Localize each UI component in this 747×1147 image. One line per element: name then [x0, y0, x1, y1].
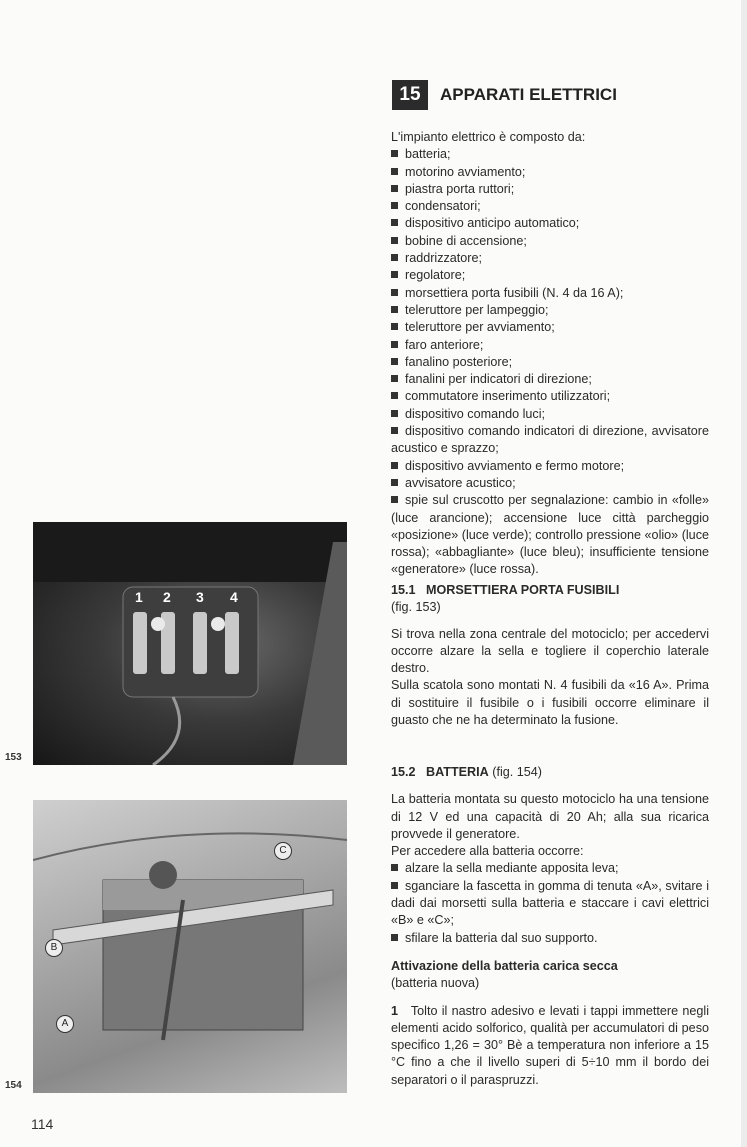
list-item-text: motorino avviamento; [405, 164, 526, 179]
list-item [391, 319, 709, 336]
page-edge [741, 0, 747, 1147]
list-item-text: condensatori; [405, 199, 481, 214]
bullet-square-icon [391, 358, 398, 365]
bullet-square-icon [391, 462, 398, 469]
activation-subheading: (batteria nuova) [391, 976, 480, 991]
list-item-text: alzare la sella mediante apposita leva; [405, 861, 619, 876]
list-item-text: raddrizzatore; [405, 251, 482, 266]
list-item-text: dispositivo comando luci; [405, 406, 546, 421]
bullet-square-icon [391, 427, 398, 434]
bullet-square-icon [391, 341, 398, 348]
list-item-text: sfilare la batteria dal suo supporto. [405, 930, 598, 945]
bullet-square-icon [391, 254, 398, 261]
list-item [391, 250, 709, 267]
figure-number: 153 [5, 752, 22, 763]
fuse-label: 1 [135, 589, 143, 605]
list-item-text: dispositivo comando indicatori di direzione, avvisatore acustico e sprazzo; [391, 424, 709, 456]
list-item-text: bobine di accensione; [405, 233, 527, 248]
list-item-text: dispositivo avviamento e fermo motore; [405, 458, 625, 473]
section-heading: 15.1 MORSETTIERA PORTA FUSIBILI [391, 583, 620, 597]
list-item-text: morsettiera porta fusibili (N. 4 da 16 A); [405, 285, 624, 300]
paragraph: Si trova nella zona centrale del motociclo; per accedervi occorre alzare la sella e togliere il coperchio laterale destro. [391, 626, 709, 676]
paragraph: Per accedere alla batteria occorre: [391, 844, 584, 859]
bullet-square-icon [391, 392, 398, 399]
chapter-number-box: 15 [392, 80, 428, 110]
callout-A: A [56, 1015, 74, 1033]
list-item [391, 930, 709, 947]
section-15-1 [391, 582, 709, 729]
activation-section [391, 958, 709, 1089]
paragraph: La batteria montata su questo motociclo ha una tensione di 12 V ed una capacità di 20 Ah; alla sua ricarica provvede il generatore. [391, 792, 709, 841]
fuse-box-illustration [33, 522, 347, 765]
bullet-square-icon [391, 934, 398, 941]
paragraph: Sulla scatola sono montati N. 4 fusibili da «16 A». Prima di sostituire il fusibile o i fusibili occorre eliminare il guasto che ne ha determinato la fusione. [391, 678, 709, 728]
list-item-text: commutatore inserimento utilizzatori; [405, 389, 611, 404]
battery-steps-list [391, 860, 709, 946]
list-item [391, 423, 709, 458]
callout-C: C [274, 842, 292, 860]
list-item [391, 458, 709, 475]
list-item [391, 878, 709, 930]
bullet-square-icon [391, 168, 398, 175]
list-item-text: teleruttore per avviamento; [405, 320, 555, 335]
list-item [391, 285, 709, 302]
bullet-square-icon [391, 882, 398, 889]
list-item-text: regolatore; [405, 268, 466, 283]
section-heading: 15.2 BATTERIA [391, 765, 489, 779]
list-item [391, 164, 709, 181]
fuse-label: 4 [230, 589, 238, 605]
list-item [391, 215, 709, 232]
list-item-text: piastra porta ruttori; [405, 181, 515, 196]
callout-B: B [45, 939, 63, 957]
list-item-text: batteria; [405, 147, 451, 162]
bullet-square-icon [391, 202, 398, 209]
list-item-text: fanalino posteriore; [405, 354, 513, 369]
bullet-square-icon [391, 185, 398, 192]
list-item [391, 492, 709, 578]
section-15-2 [391, 764, 709, 947]
bullet-square-icon [391, 289, 398, 296]
figure-ref: (fig. 154) [488, 765, 542, 779]
list-item-text: fanalini per indicatori di direzione; [405, 372, 592, 387]
list-item [391, 388, 709, 405]
bullet-square-icon [391, 323, 398, 330]
step-number: 1 [391, 1003, 399, 1018]
list-item [391, 302, 709, 319]
list-item [391, 198, 709, 215]
step-text: Tolto il nastro adesivo e levati i tappi immettere negli elementi acido solforico, qualità per accumulatori di peso specifico 1,26 = 30° Bè a temperatura non inferiore a 15 °C fino a che il livello superi di 5÷10 mm il bordo dei separatori o il paraspruzzi. [391, 1003, 710, 1087]
activation-heading: Attivazione della batteria carica secca [391, 959, 618, 973]
list-item-text: dispositivo anticipo automatico; [405, 216, 580, 231]
chapter-title: APPARATI ELETTRICI [440, 85, 617, 104]
components-list [391, 146, 709, 578]
figure-154-photo [33, 800, 347, 1093]
list-item-text: teleruttore per lampeggio; [405, 302, 549, 317]
bullet-square-icon [391, 150, 398, 157]
list-item-text: faro anteriore; [405, 337, 484, 352]
list-item [391, 860, 709, 877]
list-item [391, 371, 709, 388]
components-section [391, 129, 709, 579]
list-item-text: avvisatore acustico; [405, 475, 516, 490]
bullet-square-icon [391, 219, 398, 226]
list-item-text: sganciare la fascetta in gomma di tenuta «A», svitare i dadi dai morsetti sulla batteria e staccare i cavi elettrici «B» e «C»; [391, 878, 709, 928]
bullet-square-icon [391, 306, 398, 313]
list-item-text: spie sul cruscotto per segnalazione: cambio in «folle» (luce arancione); accensione luce città parcheggio «posizione» (luce verde); controllo pressione «olio» (luce rossa); «abbagliante» (luce bleu); insufficiente tensione «generatore» (luce rossa). [391, 493, 709, 577]
list-item [391, 181, 709, 198]
figure-number: 154 [5, 1080, 22, 1091]
bullet-square-icon [391, 237, 398, 244]
fuse-label: 2 [163, 589, 171, 605]
bullet-square-icon [391, 375, 398, 382]
bullet-square-icon [391, 410, 398, 417]
list-item [391, 267, 709, 284]
figure-153-photo [33, 522, 347, 765]
list-item [391, 406, 709, 423]
list-item [391, 475, 709, 492]
intro-text: L'impianto elettrico è composto da: [391, 130, 586, 144]
list-item [391, 354, 709, 371]
list-item [391, 337, 709, 354]
list-item [391, 233, 709, 250]
bullet-square-icon [391, 479, 398, 486]
battery-illustration [33, 800, 347, 1093]
bullet-square-icon [391, 496, 398, 503]
figure-ref: (fig. 153) [391, 600, 441, 615]
bullet-square-icon [391, 271, 398, 278]
bullet-square-icon [391, 864, 398, 871]
fuse-label: 3 [196, 589, 204, 605]
page-number: 114 [31, 1116, 54, 1132]
list-item [391, 146, 709, 163]
